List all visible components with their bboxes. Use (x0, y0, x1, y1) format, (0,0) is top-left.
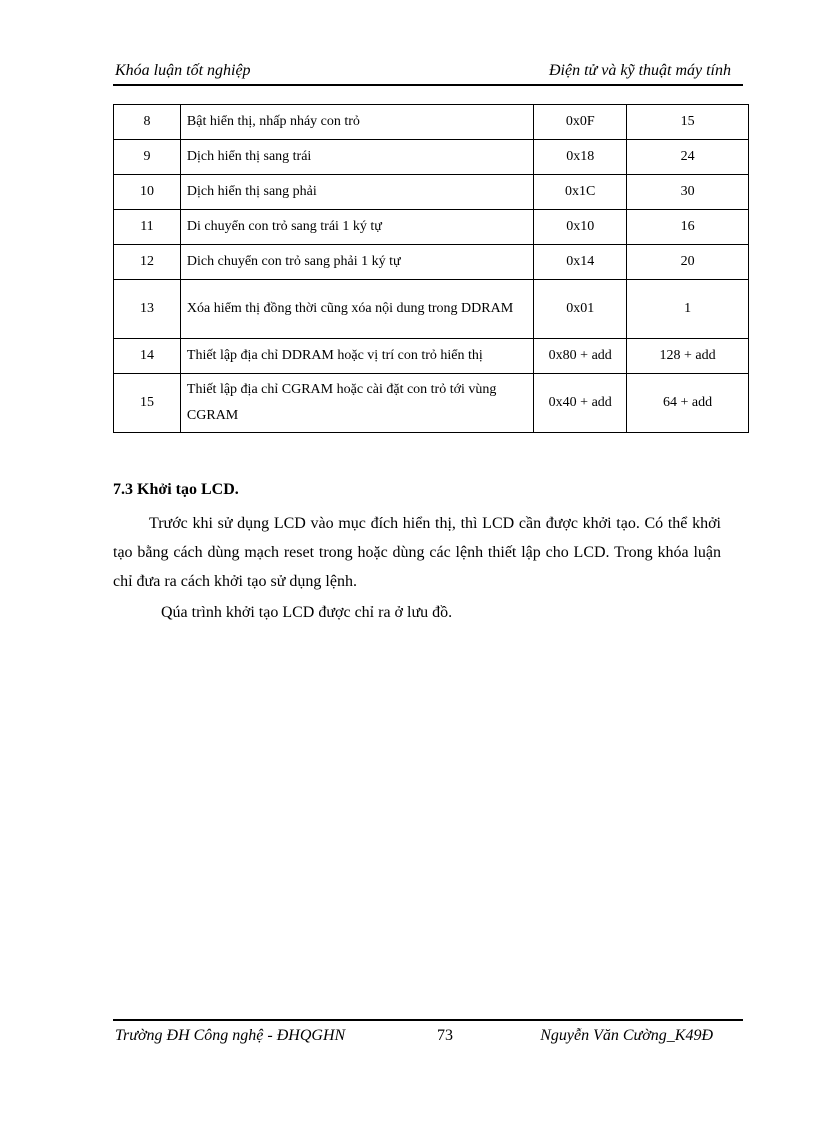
decimal-code: 30 (627, 175, 749, 210)
command-description: Dịch hiển thị sang trái (180, 140, 533, 175)
decimal-code: 24 (627, 140, 749, 175)
header-right-text: Điện tử và kỹ thuật máy tính (548, 62, 731, 79)
decimal-code: 16 (627, 210, 749, 245)
table-row (114, 245, 749, 280)
header-left-text: Khóa luận tốt nghiệp (115, 62, 251, 79)
row-number: 10 (114, 175, 181, 210)
hex-code: 0x0F (534, 105, 627, 140)
table-row (114, 105, 749, 140)
command-description: Bật hiển thị, nhấp nháy con trỏ (180, 105, 533, 140)
table-row (114, 339, 749, 374)
row-number: 14 (114, 339, 181, 374)
decimal-code: 64 + add (627, 374, 749, 433)
command-description: Thiết lập địa chỉ DDRAM hoặc vị trí con trỏ hiển thị (180, 339, 533, 374)
command-description: Dịch hiển thị sang phải (180, 175, 533, 210)
footer-author: Nguyễn Văn Cường_K49Đ (540, 1027, 713, 1044)
command-description: Dich chuyển con trỏ sang phải 1 ký tự (180, 245, 533, 280)
row-number: 13 (114, 280, 181, 339)
row-number: 12 (114, 245, 181, 280)
hex-code: 0x1C (534, 175, 627, 210)
table-row (114, 175, 749, 210)
table-row (114, 140, 749, 175)
hex-code: 0x40 + add (534, 374, 627, 433)
decimal-code: 20 (627, 245, 749, 280)
body-paragraph: Trước khi sử dụng LCD vào mục đích hiển thị, thì LCD cần được khởi tạo. Có thể khởi tạo bằng cách dùng mạch reset trong hoặc dùng các lệnh thiết lập cho LCD. Trong khóa luận chỉ đưa ra cách khởi tạo sử dụng lệnh. (113, 515, 721, 590)
page-number: 73 (437, 1027, 453, 1044)
lcd-command-table (113, 104, 749, 433)
hex-code: 0x10 (534, 210, 627, 245)
hex-code: 0x18 (534, 140, 627, 175)
body-paragraph: Qúa trình khởi tạo LCD được chỉ ra ở lưu đồ. (161, 604, 453, 621)
page-header (113, 60, 743, 86)
footer-institution: Trường ĐH Công nghệ - ĐHQGHN (115, 1027, 346, 1044)
row-number: 11 (114, 210, 181, 245)
table-row (114, 374, 749, 433)
command-description: Di chuyển con trỏ sang trái 1 ký tự (180, 210, 533, 245)
decimal-code: 15 (627, 105, 749, 140)
table-row (114, 210, 749, 245)
decimal-code: 1 (627, 280, 749, 339)
hex-code: 0x01 (534, 280, 627, 339)
command-description: Thiết lập địa chỉ CGRAM hoặc cài đặt con trỏ tới vùng CGRAM (180, 374, 533, 433)
row-number: 9 (114, 140, 181, 175)
hex-code: 0x14 (534, 245, 627, 280)
row-number: 8 (114, 105, 181, 140)
hex-code: 0x80 + add (534, 339, 627, 374)
row-number: 15 (114, 374, 181, 433)
section-heading: 7.3 Khởi tạo LCD. (113, 481, 239, 498)
decimal-code: 128 + add (627, 339, 749, 374)
command-description: Xóa hiểm thị đồng thời cũng xóa nội dung trong DDRAM (180, 280, 533, 339)
page-footer (113, 1019, 743, 1049)
table-row (114, 280, 749, 339)
